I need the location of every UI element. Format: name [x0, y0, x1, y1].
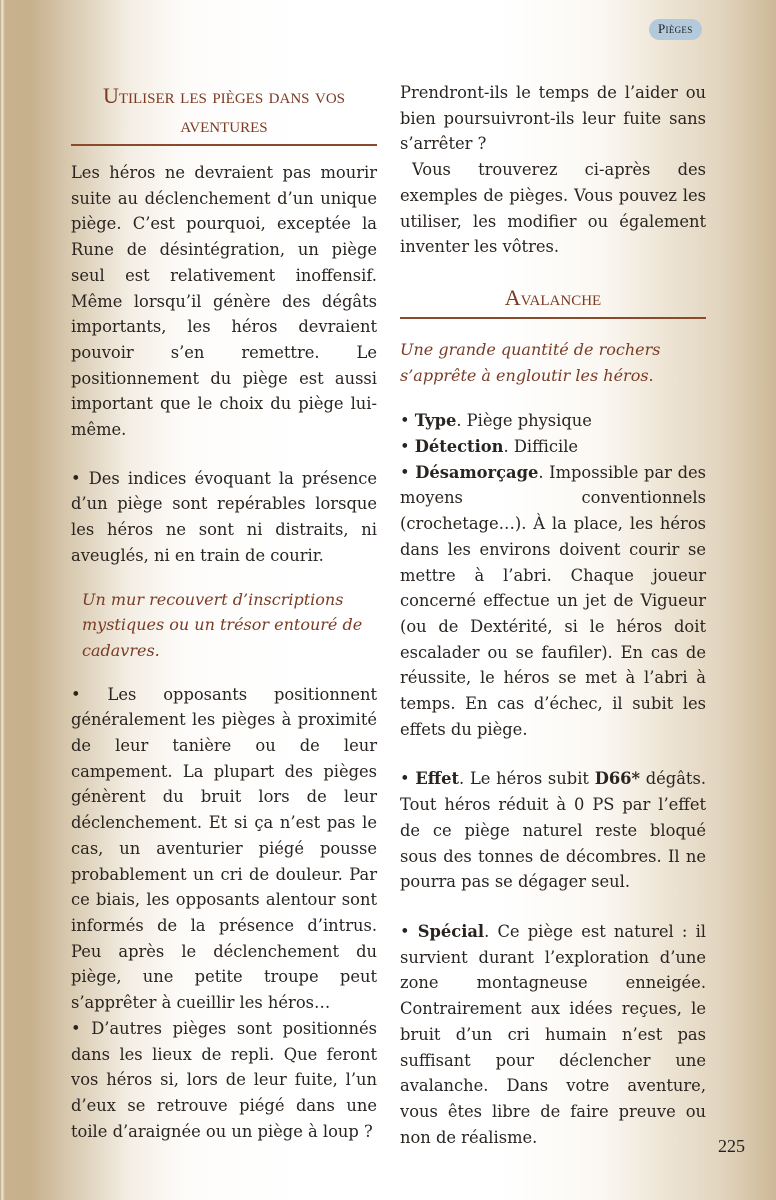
right-column	[400, 80, 706, 1150]
trap-special-label: Spécial	[417, 921, 485, 941]
trap-type-value: Piège physique	[466, 411, 592, 431]
trap-disarm: • Désamorçage. Impossible par des moyens conventionnels (crochetage…). À la place, les héros dans les environs doivent courir se mettre à l’abri. Chaque joueur concerné effectue un jet de Vigueur (ou de Dextérité, si le héros doit escalader ou se faufiler). En cas de réussite, le héros se met à l’abri à temps. En cas d’échec, il subit les effets du piège.	[400, 462, 707, 739]
left-column	[71, 80, 377, 1144]
section-heading: Utiliser les pièges dans vos aventures	[71, 80, 377, 146]
trap-detection: • Détection. Difficile	[400, 437, 579, 457]
bullet-opponents: • Les opposants positionnent généralement les pièges à proximité de leur tanière ou de leur campement. La plupart des pièges génèrent du bruit lors de leur déclenchement. Et si ça n’est pas le cas, un aventurier piégé pousse probablement un cri de douleur. Par ce biais, les opposants alentour sont informés de la présence d’intrus. Peu après le déclenchement du piège, une petite troupe peut s’apprêter à cueillir les héros…	[71, 684, 377, 1013]
trap-effect-label: Effet	[415, 769, 460, 789]
trap-heading: Avalanche	[400, 284, 706, 319]
section-tag: Pièges	[649, 19, 702, 40]
examples-intro: Vous trouverez ci-après des exemples de pièges. Vous pouvez les utiliser, les modifier ou également inventer les vôtres.	[400, 160, 706, 257]
trap-effect: • Effet. Le héros subit D66* dégâts. Tout héros réduit à 0 PS par l’effet de ce piège naturel reste bloqué sous des tonnes de décombres. Il ne pourra pas se dégager seul.	[400, 769, 707, 892]
trap-effect-post: dégâts. Tout héros réduit à 0 PS par l’effet de ce piège naturel reste bloqué sous des tonnes de décombres. Il ne pourra pas se dégager seul.	[400, 769, 707, 892]
example-quote: Un mur recouvert d’inscriptions mystiques ou un trésor entouré de cadavres.	[82, 589, 363, 660]
page-number: 225	[718, 1136, 745, 1156]
bullet-retreat: • D’autres pièges sont positionnés dans les lieux de repli. Que feront vos héros si, lors de leur fuite, l’un d’eux se retrouve piégé dans une toile d’araignée ou un piège à loup ?	[71, 1018, 377, 1141]
trap-effect-damage: D66*	[594, 769, 640, 789]
trap-disarm-value: Impossible par des moyens conventionnels (crochetage…). À la place, les héros dans les environs doivent courir se mettre à l’abri. Chaque joueur concerné effectue un jet de Vigueur (ou de Dextérité, si le héros doit escalader ou se faufiler). En cas de réussite, le héros se met à l’abri à temps. En cas d’échec, il subit les effets du piège.	[400, 462, 707, 739]
trap-detection-label: Détection	[414, 437, 504, 457]
continuation-paragraph: Prendront-ils le temps de l’aider ou bien poursuivront-ils leur fuite sans s’arrêter ?	[400, 83, 706, 154]
trap-flavor-text: Une grande quantité de rochers s’apprête à engloutir les héros.	[400, 339, 661, 385]
trap-disarm-label: Désamorçage	[415, 462, 539, 482]
trap-type: • Type. Piège physique	[400, 411, 592, 431]
trap-detection-value: Difficile	[513, 437, 579, 457]
intro-paragraph: Les héros ne devraient pas mourir suite au déclenchement d’un unique piège. C’est pourquoi, exceptée la Rune de désintégration, un piège seul est relativement inoffensif. Même lorsqu’il génère des dégâts importants, les héros devraient pouvoir s’en remettre. Le positionnement du piège est aussi important que le choix du piège lui-même.	[71, 163, 377, 440]
bullet-clues: • Des indices évoquant la présence d’un piège sont repérables lorsque les héros ne sont ni distraits, ni aveuglés, ni en train de courir.	[71, 468, 377, 565]
trap-effect-pre: Le héros subit	[469, 769, 589, 789]
trap-special-value: Ce piège est naturel : il survient durant l’exploration d’une zone montagneuse enneigée. Contrairement aux idées reçues, le bruit d’un cri humain n’est pas suffisant pour déclencher une avalanche. Dans votre aventure, vous êtes libre de faire preuve ou non de réalisme.	[400, 921, 706, 1147]
trap-special: • Spécial. Ce piège est naturel : il survient durant l’exploration d’une zone montagneuse enneigée. Contrairement aux idées reçues, le bruit d’un cri humain n’est pas suffisant pour déclencher une avalanche. Dans votre aventure, vous êtes libre de faire preuve ou non de réalisme.	[400, 921, 706, 1147]
trap-type-label: Type	[414, 411, 457, 431]
